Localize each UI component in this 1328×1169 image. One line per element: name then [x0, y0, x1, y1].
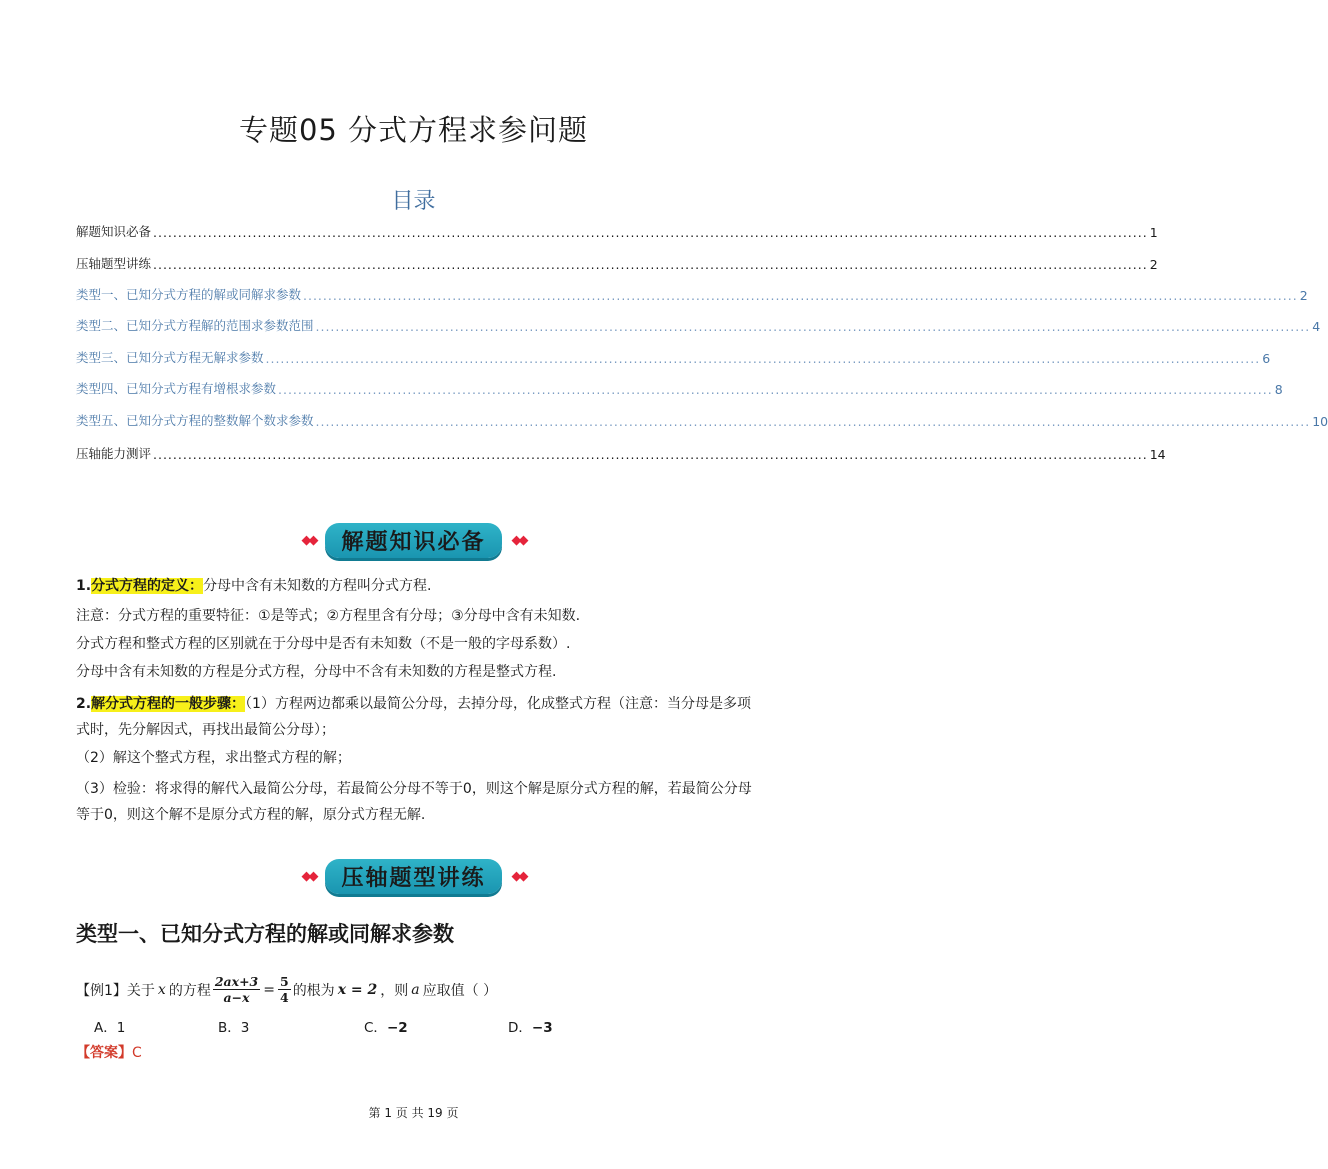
difference-paragraph: 分式方程和整式方程的区别就在于分母中是否有未知数（不是一般的字母系数）. — [76, 636, 571, 652]
toc-entry-page: 14 — [1149, 447, 1166, 462]
definition-paragraph: 1.分式方程的定义：分母中含有未知数的方程叫分式方程. — [76, 578, 432, 594]
toc-entry[interactable] — [76, 252, 1158, 272]
toc-entry-page: 1 — [1149, 225, 1158, 240]
page-footer: 第 1 页 共 19 页 — [368, 1106, 459, 1120]
steps-paragraph: 2.解分式方程的一般步骤：（1）方程两边都乘以最简公分母，去掉分母，化成整式方程（注意：当分母是多项式时，先分解因式，再找出最简公分母）； — [76, 696, 751, 738]
note-paragraph: 注意：分式方程的重要特征：①是等式；②方程里含有分母；③分母中含有未知数. — [76, 608, 581, 624]
toc-entry[interactable] — [76, 314, 1321, 334]
toc-leader-dots: ........................................................................................................................................................................................................ — [265, 351, 1261, 366]
diamond-decoration-icon: ◆◆ — [511, 532, 526, 548]
toc-entry-label: 类型五、已知分式方程的整数解个数求参数 — [76, 413, 314, 428]
toc-entry-page: 8 — [1274, 382, 1283, 397]
step-2-paragraph: （2）解这个整式方程，求出整式方程的解； — [76, 750, 351, 766]
toc-entry-page: 2 — [1149, 257, 1158, 272]
toc-leader-dots: ........................................................................................................................................................................................................ — [153, 225, 1148, 240]
diamond-decoration-icon: ◆◆ — [301, 532, 316, 548]
answer-value: C — [132, 1045, 142, 1061]
toc-entry-label: 压轴能力测评 — [76, 446, 152, 461]
steps-highlight: 解分式方程的一般步骤： — [91, 696, 246, 712]
toc-entry[interactable] — [76, 346, 1271, 366]
fraction-left: $\frac{2ax+3}{a-x}$ — [214, 974, 259, 1005]
practice-banner — [0, 858, 827, 894]
toc-entry-label: 类型二、已知分式方程解的范围求参数范围 — [76, 318, 314, 333]
variable-a: a — [411, 981, 420, 998]
toc-entry-label: 类型四、已知分式方程有增根求参数 — [76, 381, 277, 396]
diamond-decoration-icon: ◆◆ — [301, 868, 316, 884]
summary-paragraph: 分母中含有未知数的方程是分式方程，分母中不含有未知数的方程是整式方程. — [76, 664, 557, 680]
option-b: B．3 — [218, 1020, 250, 1036]
toc-entry[interactable] — [76, 220, 1158, 240]
example-1: 【例1】 关于 x 的方程 $\frac{2ax+3}{a-x}$ = $\frac{5}{4}$ 的根为 x = 2 ，则 a 应取值（ ） — [76, 974, 498, 1005]
toc-entry-page: 10 — [1312, 414, 1328, 429]
toc-entry-page: 4 — [1312, 319, 1321, 334]
answer — [76, 1042, 142, 1062]
knowledge-banner — [0, 522, 827, 558]
example-tag: 【例1】 — [76, 982, 127, 999]
toc-entry[interactable] — [76, 409, 1328, 429]
option-a: A．1 — [94, 1020, 126, 1036]
toc-entry-label: 解题知识必备 — [76, 224, 152, 239]
toc-entry-page: 2 — [1299, 288, 1308, 303]
root-value: x = 2 — [337, 981, 378, 998]
toc-entry-label: 压轴题型讲练 — [76, 256, 152, 271]
toc-entry[interactable] — [76, 283, 1308, 303]
toc-entry-label: 类型一、已知分式方程的解或同解求参数 — [76, 287, 302, 302]
fraction-right: $\frac{5}{4}$ — [279, 974, 289, 1005]
option-c: C．−2 — [364, 1020, 408, 1036]
type1-heading: 类型一、已知分式方程的解或同解求参数 — [76, 922, 454, 946]
toc-entry-label: 类型三、已知分式方程无解求参数 — [76, 350, 264, 365]
toc-leader-dots: ........................................................................................................................................................................................................ — [315, 414, 1311, 429]
option-d: D．−3 — [508, 1020, 553, 1036]
banner-label: 压轴题型讲练 — [325, 859, 501, 894]
toc-leader-dots: ........................................................................................................................................................................................................ — [153, 447, 1148, 462]
toc-entry-page: 6 — [1262, 351, 1271, 366]
toc-leader-dots: ........................................................................................................................................................................................................ — [303, 288, 1298, 303]
diamond-decoration-icon: ◆◆ — [511, 868, 526, 884]
step-3-paragraph: （3）检验：将求得的解代入最简公分母，若最简公分母不等于0，则这个解是原分式方程的解，若最简公分母等于0，则这个解不是原分式方程的解，原分式方程无解. — [76, 781, 752, 823]
toc-leader-dots: ........................................................................................................................................................................................................ — [153, 257, 1148, 272]
toc-leader-dots: ........................................................................................................................................................................................................ — [315, 319, 1311, 334]
toc-heading: 目录 — [391, 189, 436, 214]
banner-label: 解题知识必备 — [325, 523, 501, 558]
answer-label: 【答案】 — [76, 1045, 132, 1061]
page-title: 专题05 分式方程求参问题 — [238, 113, 589, 147]
definition-highlight: 分式方程的定义： — [91, 578, 204, 594]
toc-entry[interactable] — [76, 377, 1283, 397]
variable-x: x — [157, 981, 166, 998]
toc-entry[interactable] — [76, 442, 1166, 462]
toc-leader-dots: ........................................................................................................................................................................................................ — [278, 382, 1273, 397]
